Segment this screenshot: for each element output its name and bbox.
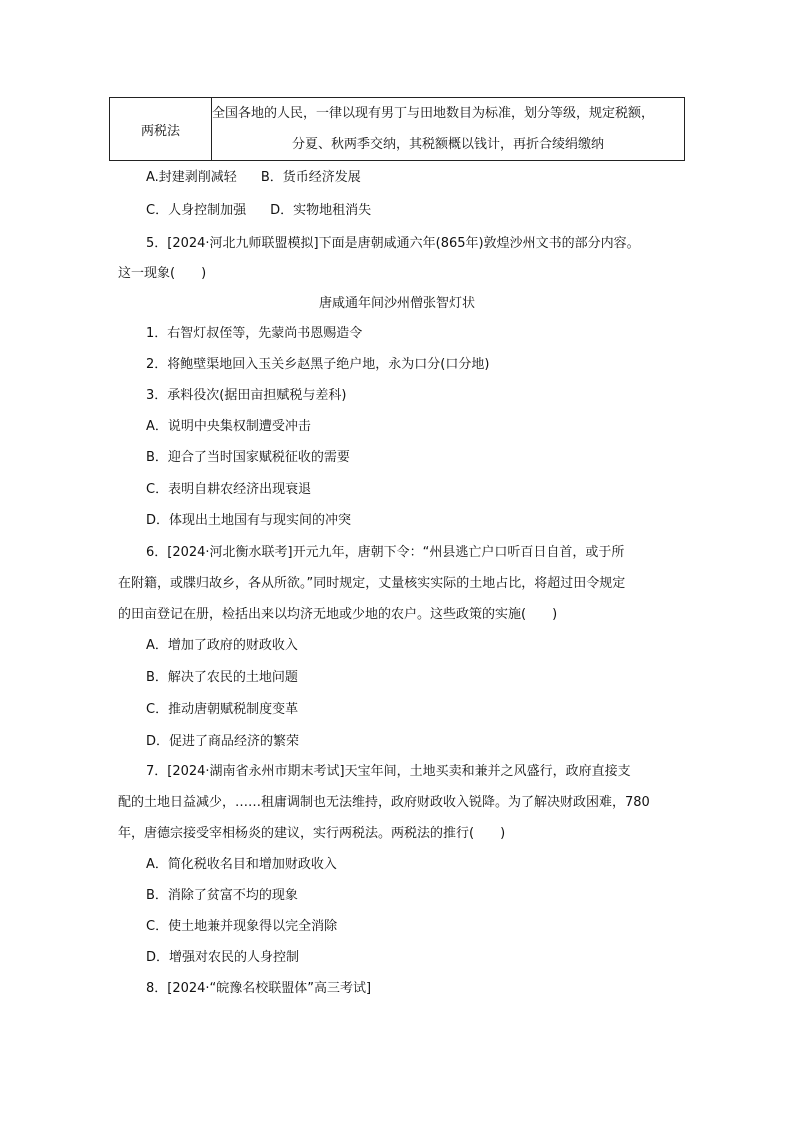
q6-option-b: B．解决了农民的土地问题 — [146, 670, 298, 685]
q7-option-c: C．使土地兼并现象得以完全消除 — [146, 919, 338, 934]
q5-item: 3．承料役次(据田亩担赋税与差科) — [146, 388, 347, 403]
q5-stem-line-2: 这一现象( ) — [118, 266, 207, 281]
q4-options-row-1 — [146, 166, 361, 185]
q5-option-c: C．表明自耕农经济出现衰退 — [146, 482, 312, 497]
q6-option-c: C．推动唐朝赋税制度变革 — [146, 702, 299, 717]
q6-option-a: A．增加了政府的财政收入 — [146, 638, 298, 653]
q7-option-b: B．消除了贫富不均的现象 — [146, 888, 298, 903]
q6-stem-line-1: 6．[2024·河北衡水联考]开元九年，唐朝下令：“州县逃亡户口听百日自首，或于所 — [146, 545, 625, 560]
table-description-cell — [212, 98, 685, 161]
tax-law-table — [109, 97, 685, 161]
q4-options-row-2 — [146, 199, 371, 218]
q7-stem-line-2: 配的土地日益减少，……租庸调制也无法维持，政府财政收入锐降。为了解决财政困难，780 — [118, 795, 650, 810]
q4-option-d: D．实物地租消失 — [270, 203, 372, 218]
q6-stem-line-2: 在附籍，或牒归故乡，各从所欲。”同时规定，丈量核实实际的土地占比，将超过田令规定 — [118, 576, 626, 591]
q7-stem-line-1: 7．[2024·湖南省永州市期末考试]天宝年间，土地买卖和兼并之风盛行，政府直接支 — [146, 764, 631, 779]
table-label-cell: 两税法 — [110, 98, 212, 161]
q5-stem-line-1: 5．[2024·河北九师联盟模拟]下面是唐朝咸通六年(865年)敦煌沙州文书的部分内容。 — [146, 236, 640, 251]
q7-option-d: D．增强对农民的人身控制 — [146, 950, 300, 965]
q5-option-a: A．说明中央集权制遭受冲击 — [146, 419, 311, 434]
q4-option-c: C．人身控制加强 — [146, 203, 247, 218]
q7-option-a: A．简化税收名目和增加财政收入 — [146, 857, 337, 872]
q4-option-a: A.封建剥削减轻 — [146, 170, 237, 185]
q5-option-d: D．体现出土地国有与现实间的冲突 — [146, 513, 352, 528]
q6-option-d: D．促进了商品经济的繁荣 — [146, 734, 300, 749]
q5-option-b: B．迎合了当时国家赋税征收的需要 — [146, 450, 350, 465]
q8-stem-line-1: 8．[2024·“皖豫名校联盟体”高三考试] — [146, 981, 372, 996]
table-desc-line-1: 全国各地的人民，一律以现有男丁与田地数目为标准，划分等级，规定税额， — [212, 106, 655, 121]
q5-item: 2．将鲍壁渠地回入玉关乡赵黑子绝户地，永为口分(口分地) — [146, 357, 490, 372]
table-desc-line-2: 分夏、秋两季交纳，其税额概以钱计，再折合绫绢缴纳 — [291, 137, 604, 152]
q5-document-title: 唐咸通年间沙州僧张智灯状 — [318, 296, 475, 311]
q5-item: 1．右智灯叔侄等，先蒙尚书恩赐造令 — [146, 326, 363, 341]
q6-stem-line-3: 的田亩登记在册，检括出来以均济无地或少地的农户。这些政策的实施( ) — [118, 607, 558, 622]
q7-stem-line-3: 年，唐德宗接受宰相杨炎的建议，实行两税法。两税法的推行( ) — [118, 826, 506, 841]
q4-option-b: B．货币经济发展 — [260, 170, 361, 185]
